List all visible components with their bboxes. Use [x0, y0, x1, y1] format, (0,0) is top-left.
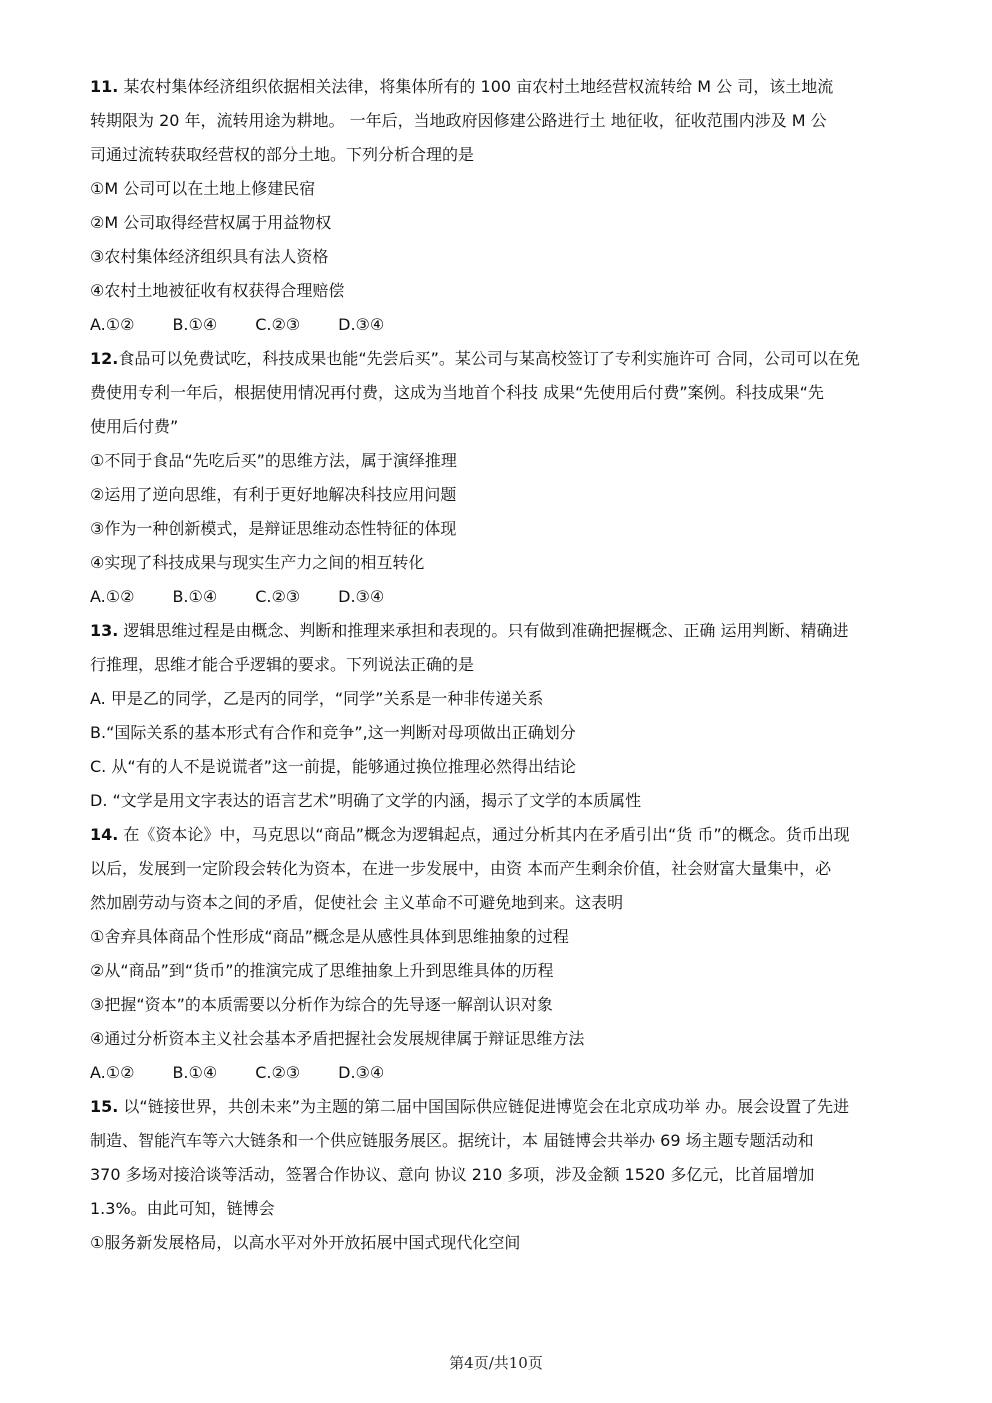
choice-b: B.①④	[172, 587, 218, 606]
choice-d: D.③④	[338, 587, 385, 606]
question-14	[90, 818, 902, 1090]
question-option: A. 甲是乙的同学，乙是丙的同学，“同学”关系是一种非传递关系	[90, 689, 544, 708]
question-stem-line: 11. 某农村集体经济组织依据相关法律，将集体所有的 100 亩农村土地经营权流转给 M 公 司，该土地流	[90, 77, 834, 96]
question-option: ①舍弃具体商品个性形成“商品”概念是从感性具体到思维抽象的过程	[90, 927, 569, 946]
question-stem-line: 司通过流转获取经营权的部分土地。下列分析合理的是	[90, 145, 475, 164]
question-stem-line: 13. 逻辑思维过程是由概念、判断和推理来承担和表现的。只有做到准确把握概念、正确 运用判断、精确进	[90, 621, 849, 640]
question-option: ③农村集体经济组织具有法人资格	[90, 247, 329, 266]
question-option: ②运用了逆向思维，有利于更好地解决科技应用问题	[90, 485, 457, 504]
question-stem-line: 1.3%。由此可知，链博会	[90, 1199, 275, 1218]
question-stem-line: 然加剧劳动与资本之间的矛盾，促使社会 主义革命不可避免地到来。这表明	[90, 893, 624, 912]
question-number: 11.	[90, 77, 119, 96]
question-stem-line: 12.食品可以免费试吃，科技成果也能“先尝后买”。某公司与某高校签订了专利实施许可 合同，公司可以在免	[90, 349, 861, 368]
question-option: ③把握“资本”的本质需要以分析作为综合的先导逐一解剖认识对象	[90, 995, 553, 1014]
question-option: ③作为一种创新模式，是辩证思维动态性特征的体现	[90, 519, 457, 538]
question-stem-line: 14. 在《资本论》中，马克思以“商品”概念为逻辑起点，通过分析其内在矛盾引出“货 币”的概念。货币出现	[90, 825, 850, 844]
page-footer: 第4页/共10页	[449, 1354, 543, 1372]
question-option: ①M 公司可以在土地上修建民宿	[90, 179, 316, 198]
question-stem-line: 费使用专利一年后，根据使用情况再付费，这成为当地首个科技 成果“先使用后付费”案例。科技成果“先	[90, 383, 824, 402]
question-stem-line: 15. 以“链接世界，共创未来”为主题的第二届中国国际供应链促进博览会在北京成功举 办。展会设置了先进	[90, 1097, 850, 1116]
question-stem-line: 以后，发展到一定阶段会转化为资本，在进一步发展中，由资 本而产生剩余价值，社会财富大量集中，必	[90, 859, 832, 878]
question-stem-line: 转期限为 20 年，流转用途为耕地。 一年后，当地政府因修建公路进行土 地征收，征收范围内涉及 M 公	[90, 111, 827, 130]
question-option: ①不同于食品“先吃后买”的思维方法，属于演绎推理	[90, 451, 457, 470]
question-15	[90, 1090, 902, 1260]
choice-a: A.①②	[90, 1063, 135, 1082]
question-11	[90, 70, 902, 342]
answer-choices	[90, 580, 902, 614]
question-stem-line: 370 多场对接洽谈等活动，签署合作协议、意向 协议 210 多项，涉及金额 1520 多亿元，比首届增加	[90, 1165, 815, 1184]
question-option: ④农村土地被征收有权获得合理赔偿	[90, 281, 345, 300]
answer-choices	[90, 308, 902, 342]
question-number: 14.	[90, 825, 119, 844]
question-stem-line: 使用后付费”	[90, 417, 179, 436]
question-option: C. 从“有的人不是说谎者”这一前提，能够通过换位推理必然得出结论	[90, 757, 576, 776]
question-option: ④实现了科技成果与现实生产力之间的相互转化	[90, 553, 425, 572]
question-option: ④通过分析资本主义社会基本矛盾把握社会发展规律属于辩证思维方法	[90, 1029, 585, 1048]
choice-b: B.①④	[172, 315, 218, 334]
answer-choices	[90, 1056, 902, 1090]
question-option: ①服务新发展格局，以高水平对外开放拓展中国式现代化空间	[90, 1233, 521, 1252]
question-option: ②M 公司取得经营权属于用益物权	[90, 213, 332, 232]
choice-c: C.②③	[255, 587, 301, 606]
choice-c: C.②③	[255, 315, 301, 334]
question-option: B.“国际关系的基本形式有合作和竞争”,这一判断对母项做出正确划分	[90, 723, 576, 742]
choice-a: A.①②	[90, 315, 135, 334]
choice-d: D.③④	[338, 1063, 385, 1082]
question-stem-line: 行推理，思维才能合乎逻辑的要求。下列说法正确的是	[90, 655, 475, 674]
question-12	[90, 342, 902, 614]
question-option: D. “文学是用文字表达的语言艺术”明确了文学的内涵，揭示了文学的本质属性	[90, 791, 642, 810]
choice-d: D.③④	[338, 315, 385, 334]
choice-a: A.①②	[90, 587, 135, 606]
question-number: 15.	[90, 1097, 119, 1116]
choice-c: C.②③	[255, 1063, 301, 1082]
question-stem-line: 制造、智能汽车等六大链条和一个供应链服务展区。据统计，本 届链博会共举办 69 场主题专题活动和	[90, 1131, 814, 1150]
question-number: 13.	[90, 621, 119, 640]
exam-page	[90, 70, 902, 1260]
question-number: 12.	[90, 349, 119, 368]
question-option: ②从“商品”到“货币”的推演完成了思维抽象上升到思维具体的历程	[90, 961, 554, 980]
question-13	[90, 614, 902, 818]
choice-b: B.①④	[172, 1063, 218, 1082]
